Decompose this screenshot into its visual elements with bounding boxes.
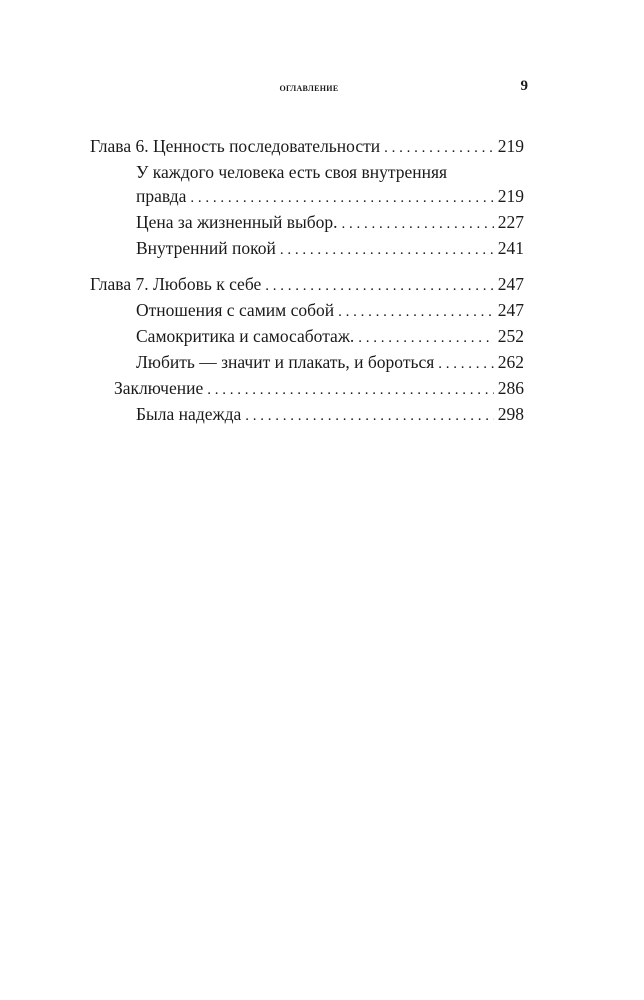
toc-entry-page: 227 [497, 212, 524, 232]
table-of-contents [90, 134, 524, 428]
toc-entry-title: Цена за жизненный выбор. [136, 212, 338, 232]
dot-leader [245, 404, 494, 428]
toc-entry-section[interactable] [90, 298, 524, 324]
toc-entry-page: 241 [497, 238, 524, 258]
toc-entry-title: Заключение [114, 378, 204, 398]
dot-leader [342, 212, 494, 236]
dot-leader [280, 238, 494, 262]
toc-entry-title: Любить — значит и плакать, и бороться [136, 352, 435, 372]
dot-leader [384, 136, 494, 160]
toc-entry-title-line: У каждого человека есть своя внутренняя [136, 162, 448, 182]
toc-entry-page: 298 [497, 404, 524, 424]
toc-entry-page: 252 [497, 326, 524, 346]
toc-entry-page: 286 [497, 378, 524, 398]
dot-leader [265, 274, 493, 298]
toc-entry-title: Глава 7. Любовь к себе [90, 274, 262, 294]
dot-leader [358, 326, 493, 350]
toc-entry-section[interactable] [90, 402, 524, 428]
toc-entry-section[interactable] [90, 324, 524, 350]
dot-leader [338, 300, 494, 324]
toc-entry-title: Самокритика и самосаботаж. [136, 326, 355, 346]
toc-entry-title: Отношения с самим собой [136, 300, 335, 320]
toc-entry-page: 219 [497, 186, 524, 206]
toc-entry-page: 247 [497, 274, 524, 294]
toc-entry-chapter-6[interactable] [90, 134, 524, 160]
toc-entry-conclusion[interactable] [90, 376, 524, 402]
toc-entry-page: 262 [497, 352, 524, 372]
toc-entry-chapter-7[interactable] [90, 272, 524, 298]
toc-entry-title: Глава 6. Ценность последовательности [90, 136, 381, 156]
toc-entry-section[interactable] [90, 210, 524, 236]
toc-entry-title: Была надежда [136, 404, 242, 424]
running-title: оглавление [279, 80, 339, 94]
page-number: 9 [520, 78, 528, 94]
dot-leader [438, 352, 493, 376]
toc-entry-section[interactable] [90, 350, 524, 376]
running-head [90, 80, 528, 100]
dot-leader [207, 378, 494, 402]
toc-entry-section[interactable] [90, 236, 524, 262]
toc-entry-title: Внутренний покой [136, 238, 276, 258]
dot-leader [190, 186, 493, 210]
toc-entry-title: правда [136, 186, 187, 206]
toc-entry-page: 247 [497, 300, 524, 320]
toc-entry-section[interactable] [90, 184, 524, 210]
toc-entry-page: 219 [497, 136, 524, 156]
